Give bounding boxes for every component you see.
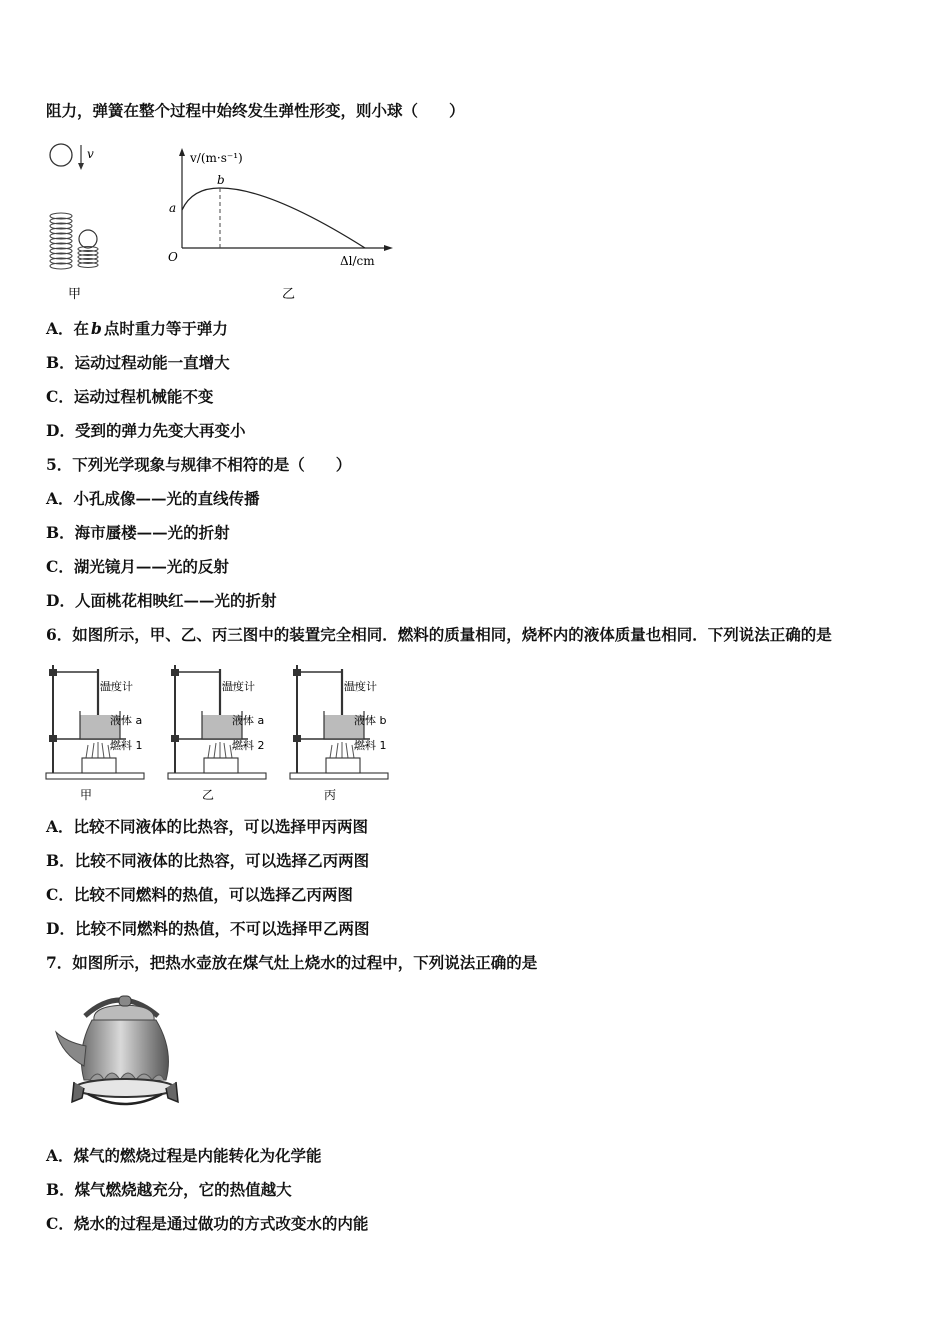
q4-option-b: [46, 353, 230, 373]
apparatus-bing: [290, 665, 388, 802]
q7-option-c: [46, 1214, 368, 1234]
option-letter: A．: [46, 817, 74, 836]
option-text: 比较不同燃料的热值，可以选择乙丙两图: [73, 885, 353, 904]
liquid-label: 液体 a: [110, 714, 143, 727]
option-letter: B．: [46, 353, 75, 372]
gas-stove-icon: [72, 1079, 178, 1104]
compressed-spring-icon: [78, 230, 98, 268]
q6-option-a: [46, 817, 368, 837]
figure-caption-yi: 乙: [282, 287, 296, 302]
ball-icon: [50, 144, 72, 166]
fuel-label: 燃料 2: [232, 739, 265, 752]
option-letter: A．: [46, 1146, 74, 1165]
graph-axes: [182, 152, 388, 248]
q4-stem-tail: 阻力，弹簧在整个过程中始终发生弹性形变，则小球（ ）: [46, 101, 465, 120]
option-letter: D．: [46, 919, 75, 938]
apparatus-jia: [46, 665, 144, 802]
option-letter: A．: [46, 319, 74, 338]
option-letter: B．: [46, 523, 75, 542]
velocity-label: v: [87, 147, 94, 161]
q7-stem: 7．如图所示，把热水壶放在煤气灶上烧水的过程中，下列说法正确的是: [46, 953, 538, 972]
x-axis-arrow-icon: [384, 245, 393, 251]
figure-caption-bing: 丙: [324, 788, 337, 802]
point-b-label: b: [217, 173, 225, 187]
option-text: 烧水的过程是通过做功的方式改变水的内能: [73, 1214, 369, 1233]
option-text: 点时重力等于弹力: [103, 319, 228, 338]
q7-option-a: [46, 1146, 322, 1166]
q5-option-c: [46, 557, 229, 577]
figure-caption-yi: 乙: [202, 788, 215, 802]
q4-figure-left: [46, 140, 116, 310]
q4-option-a: [46, 319, 228, 339]
thermometer-label: 温度计: [222, 680, 255, 693]
velocity-curve: [182, 188, 365, 248]
option-letter: D．: [46, 421, 75, 440]
kettle-icon: [56, 996, 168, 1080]
option-text: 受到的弹力先变大再变小: [74, 421, 246, 440]
thermometer-label: 温度计: [344, 680, 377, 693]
liquid-label: 液体 a: [232, 714, 265, 727]
option-text: 运动过程机械能不变: [73, 387, 214, 406]
spring-left-icon: [50, 213, 72, 269]
q5-option-a: [46, 489, 260, 509]
q4-option-c: [46, 387, 213, 407]
option-text: 煤气燃烧越充分，它的热值越大: [74, 1180, 292, 1199]
option-text: 人面桃花相映红——光的折射: [74, 591, 277, 610]
q6-option-d: [46, 919, 369, 939]
option-letter: D．: [46, 591, 75, 610]
option-letter: C．: [46, 387, 74, 406]
option-text: 湖光镜月——光的反射: [73, 557, 229, 576]
q7-option-b: [46, 1180, 292, 1200]
q6-option-c: [46, 885, 353, 905]
velocity-arrow-icon: [78, 145, 84, 170]
option-letter: A．: [46, 489, 74, 508]
q5-option-d: [46, 591, 276, 611]
option-letter: C．: [46, 885, 74, 904]
option-letter: B．: [46, 1180, 75, 1199]
q4-option-d: [46, 421, 245, 441]
option-text: 运动过程动能一直增大: [74, 353, 230, 372]
fuel-label: 燃料 1: [354, 739, 387, 752]
thermometer-label: 温度计: [100, 680, 133, 693]
figure-caption-jia: 甲: [80, 788, 93, 802]
q5-stem: 5．下列光学现象与规律不相符的是（ ）: [46, 455, 352, 474]
origin-label: O: [168, 250, 178, 264]
point-a-label: a: [169, 201, 177, 215]
y-axis-label: v/(m·s⁻¹): [190, 151, 243, 165]
q6-apparatus-figure: [44, 655, 404, 807]
q6-option-b: [46, 851, 369, 871]
option-variable: b: [91, 319, 102, 338]
kettle-on-stove-figure: [50, 990, 186, 1112]
q4-velocity-graph: [160, 140, 410, 310]
q6-stem: 6．如图所示，甲、乙、丙三图中的装置完全相同．燃料的质量相同，烧杯内的液体质量也相同．下列说法正确的是: [46, 625, 832, 644]
liquid-label: 液体 b: [354, 714, 387, 727]
option-text: 小孔成像——光的直线传播: [73, 489, 260, 508]
option-text: 海市蜃楼——光的折射: [74, 523, 230, 542]
option-letter: B．: [46, 851, 75, 870]
option-text: 在: [73, 319, 90, 338]
option-text: 比较不同燃料的热值，不可以选择甲乙两图: [74, 919, 370, 938]
x-axis-label: Δl/cm: [340, 254, 375, 268]
apparatus-yi: [168, 665, 266, 802]
option-letter: C．: [46, 557, 74, 576]
y-axis-arrow-icon: [179, 148, 185, 156]
option-text: 煤气的燃烧过程是内能转化为化学能: [73, 1146, 322, 1165]
option-text: 比较不同液体的比热容，可以选择甲丙两图: [73, 817, 369, 836]
figure-caption-jia: 甲: [68, 287, 82, 302]
q5-option-b: [46, 523, 230, 543]
option-letter: C．: [46, 1214, 74, 1233]
option-text: 比较不同液体的比热容，可以选择乙丙两图: [74, 851, 370, 870]
fuel-label: 燃料 1: [110, 739, 143, 752]
